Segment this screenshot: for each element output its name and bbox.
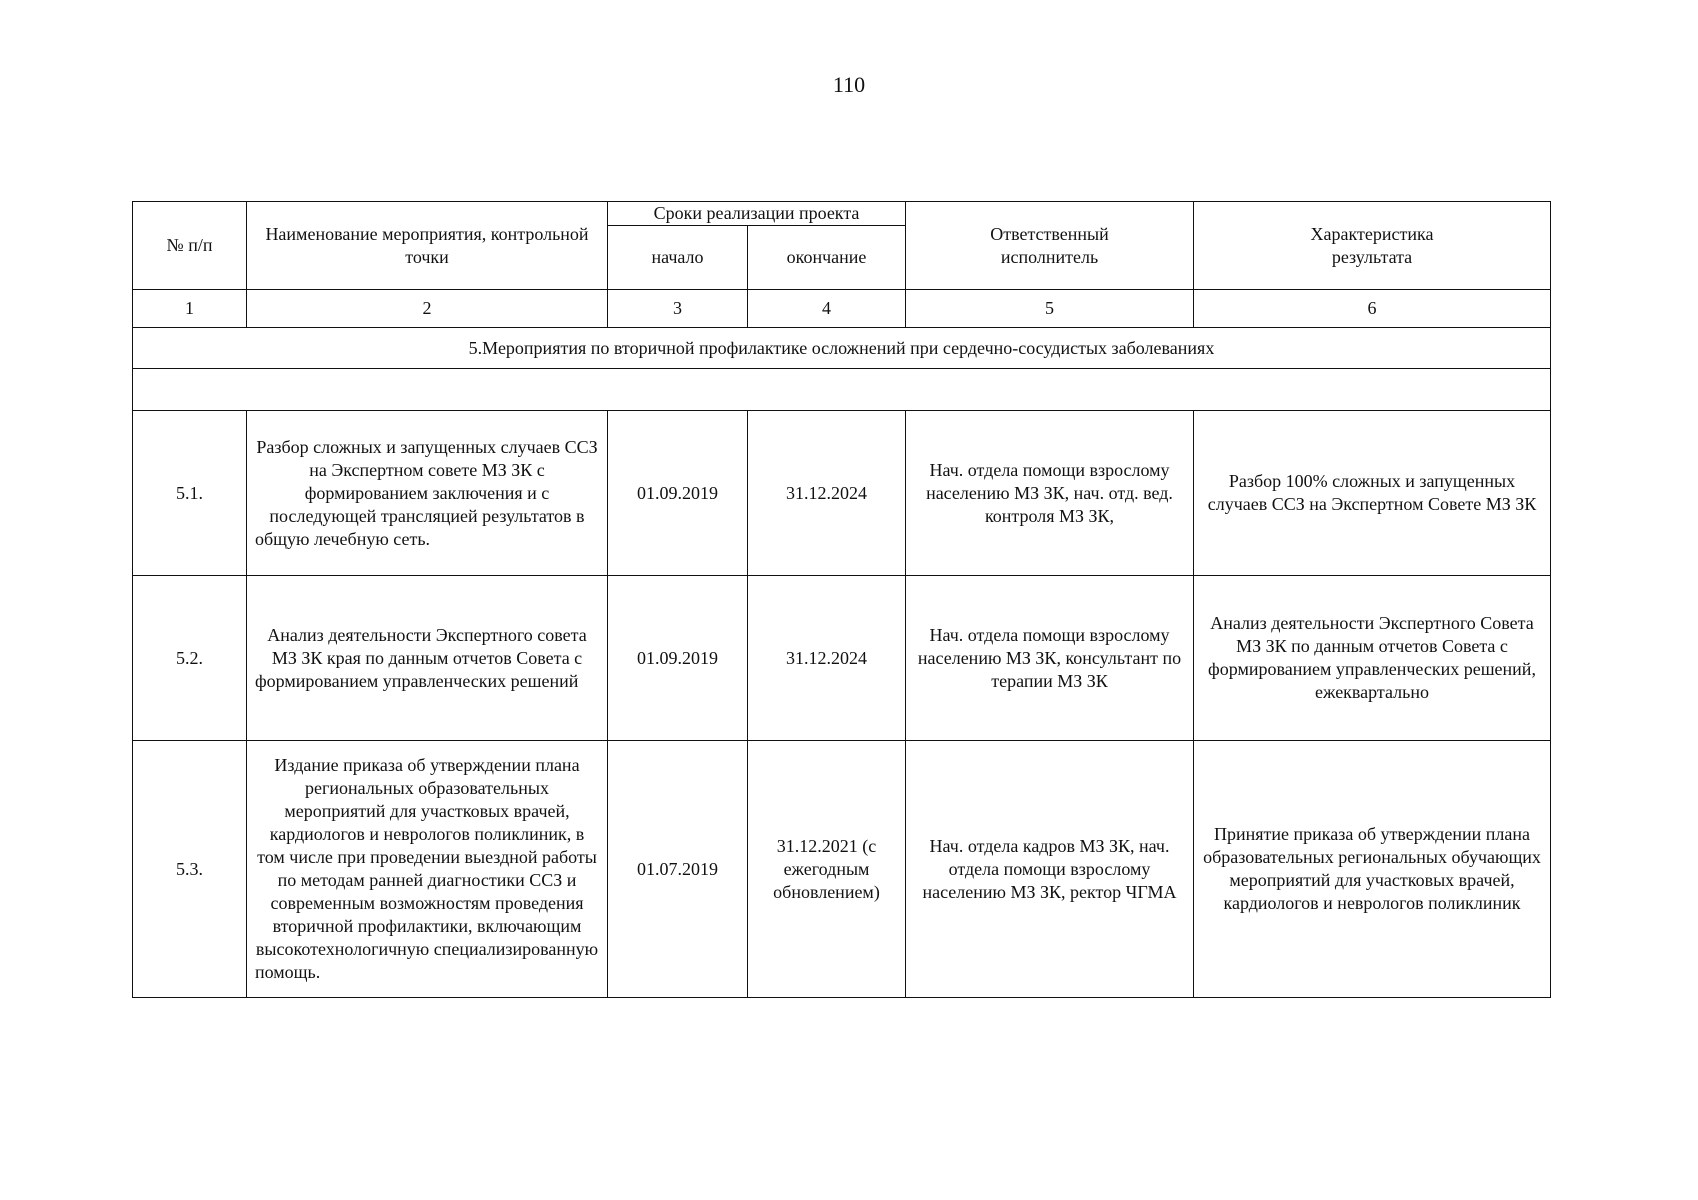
row-name: Издание приказа об утверждении плана региональных образовательных мероприятий для участковых врачей, кардиологов и неврологов поликлиник, в том числе при проведении выездной работы по методам ранней диагностики ССЗ и современным возможностям проведения вторичной профилактики, включающим высокотехнологичную специализированную помощь. (247, 741, 608, 998)
activity-plan-table (132, 201, 1551, 998)
table-row (133, 411, 1551, 576)
row-result: Разбор 100% сложных и запущенных случаев ССЗ на Экспертном Совете МЗ ЗК (1194, 411, 1551, 576)
row-end: 31.12.2024 (748, 576, 906, 741)
table-row (133, 741, 1551, 998)
header-result (1194, 202, 1551, 290)
header-row (133, 202, 1551, 226)
section-title: 5.Мероприятия по вторичной профилактике осложнений при сердечно-сосудистых заболеваниях (133, 328, 1551, 369)
column-number: 1 (133, 290, 247, 328)
header-responsible (906, 202, 1194, 290)
header-name: Наименование мероприятия, контрольной точки (247, 202, 608, 290)
row-responsible: Нач. отдела помощи взрослому населению МЗ ЗК, нач. отд. вед. контроля МЗ ЗК, (906, 411, 1194, 576)
row-name: Разбор сложных и запущенных случаев ССЗ на Экспертном совете МЗ ЗК с формированием заключения и с последующей трансляцией результатов в общую лечебную сеть. (247, 411, 608, 576)
table-row (133, 576, 1551, 741)
row-num: 5.2. (133, 576, 247, 741)
row-start: 01.07.2019 (608, 741, 748, 998)
column-number: 2 (247, 290, 608, 328)
row-responsible: Нач. отдела помощи взрослому населению МЗ ЗК, консультант по терапии МЗ ЗК (906, 576, 1194, 741)
row-num: 5.3. (133, 741, 247, 998)
header-start: начало (608, 226, 748, 290)
row-result: Анализ деятельности Экспертного Совета МЗ ЗК по данным отчетов Совета с формированием управленческих решений, ежеквартально (1194, 576, 1551, 741)
header-responsible-text: Ответственный исполнитель (990, 223, 1109, 267)
row-end: 31.12.2024 (748, 411, 906, 576)
row-start: 01.09.2019 (608, 576, 748, 741)
column-number: 3 (608, 290, 748, 328)
section-row (133, 328, 1551, 369)
empty-cell (133, 369, 1551, 411)
header-timeframe: Сроки реализации проекта (608, 202, 906, 226)
column-number: 6 (1194, 290, 1551, 328)
row-num: 5.1. (133, 411, 247, 576)
page-number: 110 (832, 72, 866, 97)
column-numbers-row (133, 290, 1551, 328)
row-name: Анализ деятельности Экспертного совета МЗ ЗК края по данным отчетов Совета с формированием управленческих решений (247, 576, 608, 741)
column-number: 4 (748, 290, 906, 328)
header-num: № п/п (133, 202, 247, 290)
header-end: окончание (748, 226, 906, 290)
header-result-text: Характеристика результата (1310, 223, 1434, 267)
row-end: 31.12.2021 (с ежегодным обновлением) (748, 741, 906, 998)
empty-row (133, 369, 1551, 411)
row-result: Принятие приказа об утверждении плана образовательных региональных обучающих мероприятий для участковых врачей, кардиологов и неврологов поликлиник (1194, 741, 1551, 998)
row-start: 01.09.2019 (608, 411, 748, 576)
row-responsible: Нач. отдела кадров МЗ ЗК, нач. отдела помощи взрослому населению МЗ ЗК, ректор ЧГМА (906, 741, 1194, 998)
column-number: 5 (906, 290, 1194, 328)
